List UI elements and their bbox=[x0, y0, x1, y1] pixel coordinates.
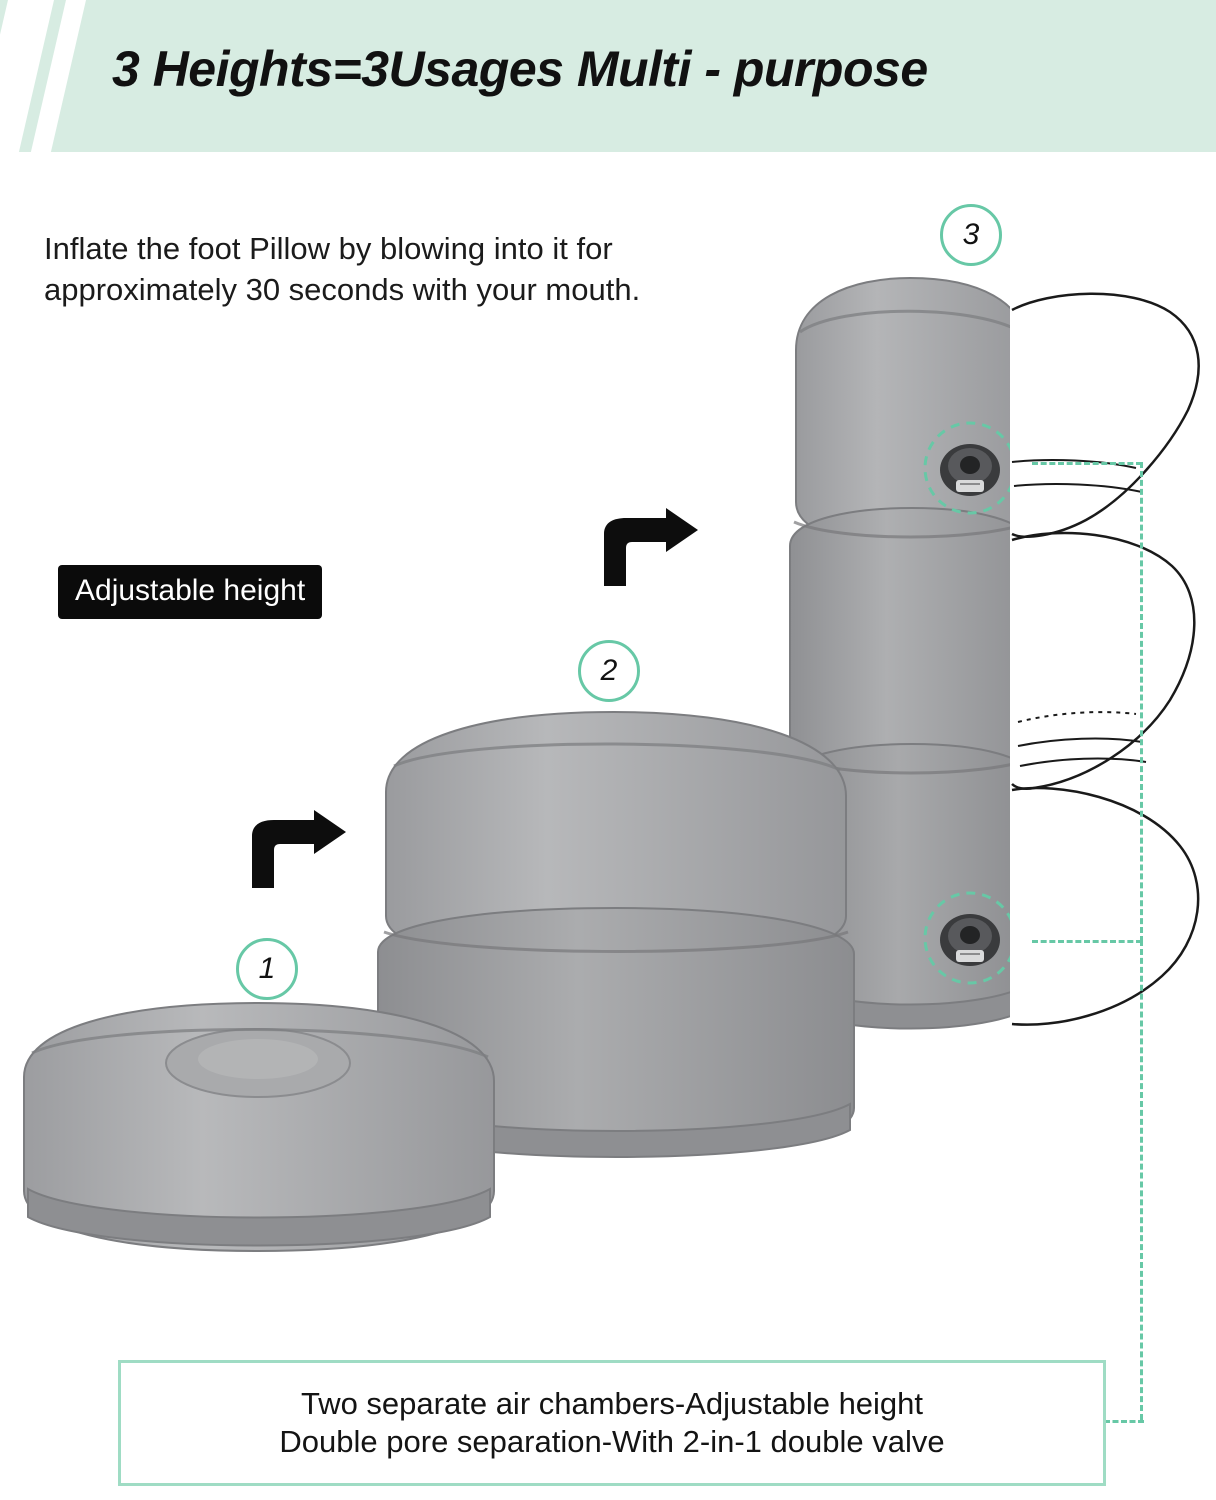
arrow-step-2-to-3-icon bbox=[592, 508, 702, 588]
connector-dash-top-horizontal bbox=[1032, 462, 1142, 465]
page-title: 3 Heights=3Usages Multi - purpose bbox=[112, 41, 928, 97]
instruction-text: Inflate the foot Pillow by blowing into it for approximately 30 seconds with your mouth. bbox=[44, 231, 641, 308]
leg-position-silhouette bbox=[1010, 250, 1216, 1050]
air-valve-icon-secondary bbox=[920, 888, 1020, 988]
connector-dash-bottom-horizontal bbox=[1032, 940, 1142, 943]
caption-line-2: Double pore separation-With 2-in-1 double valve bbox=[279, 1424, 945, 1459]
connector-dash-caption bbox=[1104, 1420, 1144, 1423]
pillow-illustration-single-chamber bbox=[10, 985, 510, 1285]
step-badge-3: 3 bbox=[940, 204, 1002, 266]
connector-dash-vertical-upper bbox=[1140, 462, 1143, 942]
adjustable-height-tag: Adjustable height bbox=[58, 565, 322, 619]
step-badge-2: 2 bbox=[578, 640, 640, 702]
feature-caption-box bbox=[118, 1360, 1106, 1486]
connector-dash-vertical-lower bbox=[1140, 940, 1143, 1420]
air-valve-icon bbox=[920, 418, 1020, 518]
arrow-step-1-to-2-icon bbox=[240, 810, 350, 890]
step-badge-1: 1 bbox=[236, 938, 298, 1000]
caption-line-1: Two separate air chambers-Adjustable height bbox=[300, 1386, 924, 1422]
